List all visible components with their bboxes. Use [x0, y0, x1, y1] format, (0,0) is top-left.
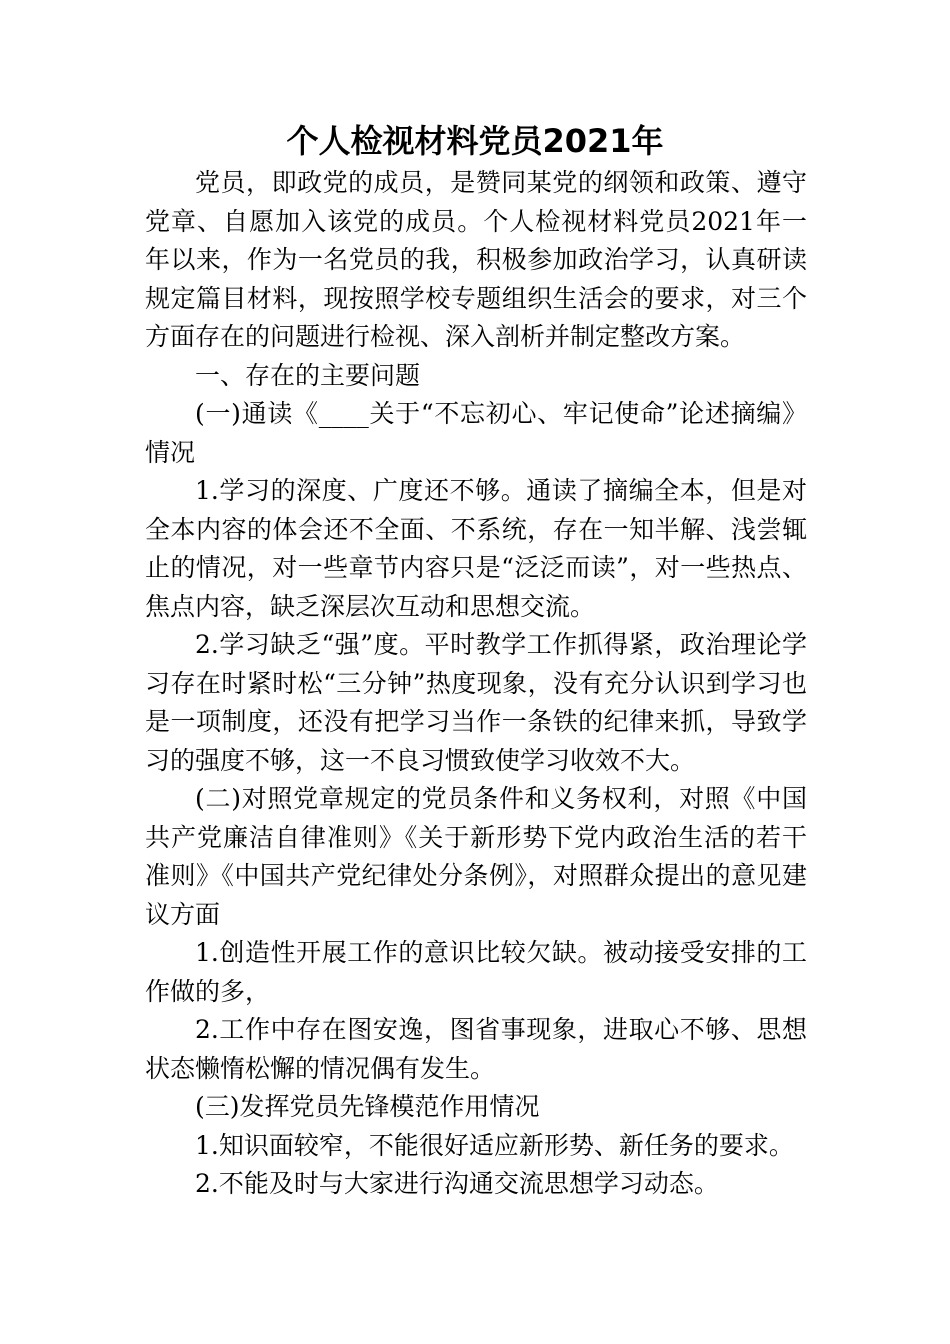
subsection-heading-2: (二)对照党章规定的党员条件和义务权利，对照《中国共产党廉洁自律准则》《关于新形势下党内政治生活的若干准则》《中国共产党纪律处分条例》，对照群众提出的意见建议方面: [145, 784, 807, 929]
paragraph-item: 2.不能及时与大家进行沟通交流思想学习动态。: [195, 1169, 719, 1198]
paragraph-item: 1.知识面较窄，不能很好适应新形势、新任务的要求。: [195, 1130, 794, 1160]
section-heading-main-problems: 一、存在的主要问题: [195, 360, 421, 390]
paragraph-item: 2.学习缺乏“强”度。平时教学工作抓得紧，政治理论学习存在时紧时松“三分钟”热度现象，没有充分认识到学习也是一项制度，还没有把学习当作一条铁的纪律来抓，导致学习的强度不够，这一不良习惯致使学习收效不大。: [145, 630, 807, 775]
subsection-heading-1: (一)通读《____关于“不忘初心、牢记使命”论述摘编》情况: [145, 399, 807, 467]
paragraph-item: 2.工作中存在图安逸，图省事现象，进取心不够、思想状态懒惰松懈的情况偶有发生。: [145, 1015, 807, 1083]
paragraph-item: 1.创造性开展工作的意识比较欠缺。被动接受安排的工作做的多，: [145, 938, 807, 1006]
paragraph-intro: 党员，即政党的成员，是赞同某党的纲领和政策、遵守党章、自愿加入该党的成员。个人检视材料党员2021年一年以来，作为一名党员的我，积极参加政治学习，认真研读规定篇目材料，现按照学校专题组织生活会的要求，对三个方面存在的问题进行检视、深入剖析并制定整改方案。: [145, 168, 807, 351]
subsection-heading-3: (三)发挥党员先锋模范作用情况: [195, 1092, 540, 1121]
paragraph-item: 1.学习的深度、广度还不够。通读了摘编全本，但是对全本内容的体会还不全面、不系统，存在一知半解、浅尝辄止的情况，对一些章节内容只是“泛泛而读”，对一些热点、焦点内容，缺乏深层次互动和思想交流。: [145, 476, 807, 621]
document-title: 个人检视材料党员2021年: [286, 122, 664, 160]
document-body: [145, 164, 807, 1204]
